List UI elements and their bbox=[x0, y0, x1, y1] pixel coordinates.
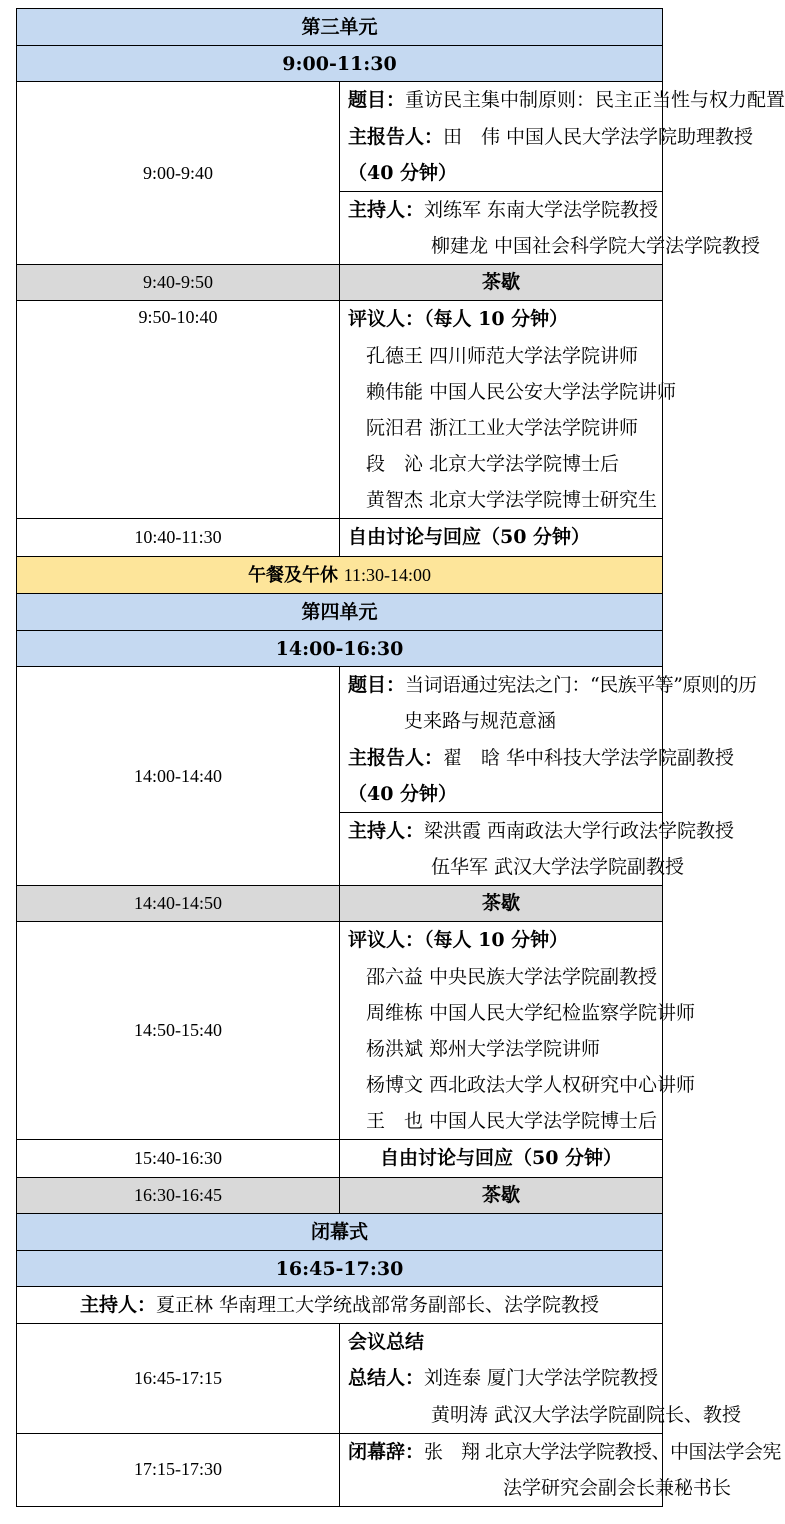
unit3-review-label: 评议人：（每人 10 分钟） bbox=[348, 308, 569, 331]
unit4-host-2: 伍华军 武汉大学法学院副教授 bbox=[431, 856, 685, 879]
unit4-header-row bbox=[17, 593, 663, 666]
schedule-document bbox=[16, 8, 785, 1507]
unit4-talk-row bbox=[17, 667, 663, 886]
unit3-review-row bbox=[17, 301, 663, 519]
unit3-break-row bbox=[17, 265, 663, 301]
closing-host-row bbox=[17, 1287, 663, 1324]
closing-summary-person-1 bbox=[340, 1360, 662, 1396]
unit3-talk-time: 9:00-9:40 bbox=[17, 82, 340, 265]
unit3-host-1 bbox=[340, 192, 662, 228]
speech-text: 张 翔 北京大学法学院教授、中国法学会宪 bbox=[424, 1440, 782, 1463]
speaker-text: 翟 晗 华中科技大学法学院副教授 bbox=[443, 746, 735, 769]
topic-label: 题目： bbox=[348, 89, 406, 112]
unit4-reviewer-3: 杨洪斌 郑州大学法学院讲师 bbox=[366, 1037, 601, 1060]
unit3-time: 9:00-11:30 bbox=[17, 45, 662, 81]
topic-text: 当词语通过宪法之门：“民族平等”原则的历 bbox=[405, 674, 757, 697]
unit3-reviewer-3: 阮汨君 浙江工业大学法学院讲师 bbox=[366, 416, 639, 439]
unit3-title: 第三单元 bbox=[301, 16, 378, 38]
unit4-reviewer-2: 周维栋 中国人民大学纪检监察学院讲师 bbox=[366, 1001, 696, 1024]
unit3-discussion-time: 10:40-11:30 bbox=[17, 519, 340, 556]
unit4-talk-time: 14:00-14:40 bbox=[17, 667, 340, 886]
host-text: 夏正林 华南理工大学统战部常务副部长、法学院教授 bbox=[155, 1294, 600, 1316]
unit3-talk-row bbox=[17, 82, 663, 265]
lunch-label: 午餐及午休 bbox=[247, 564, 338, 586]
unit4-title: 第四单元 bbox=[301, 600, 378, 623]
lunch-time: 11:30-14:00 bbox=[343, 564, 432, 585]
unit3-reviewer-4: 段 沁 北京大学法学院博士后 bbox=[366, 453, 620, 476]
unit4-review-time: 14:50-15:40 bbox=[17, 922, 340, 1140]
unit4-break-time: 14:40-14:50 bbox=[17, 886, 340, 922]
unit4-topic-cont: 史来路与规范意涵 bbox=[404, 710, 557, 733]
closing-header-row bbox=[17, 1213, 663, 1286]
speech-label: 闭幕辞： bbox=[348, 1440, 425, 1463]
host-label: 主持人： bbox=[348, 198, 425, 221]
unit4-topic bbox=[340, 667, 757, 703]
unit3-break-label: 茶歇 bbox=[481, 271, 520, 294]
unit4-discussion-time: 15:40-16:30 bbox=[17, 1140, 340, 1177]
unit4-host-block bbox=[340, 812, 735, 885]
speaker-text: 田 伟 中国人民大学法学院助理教授 bbox=[443, 125, 754, 148]
unit4-discussion-label: 自由讨论与回应（50 分钟） bbox=[379, 1147, 623, 1170]
unit4-break2-row bbox=[17, 1177, 663, 1213]
closing-title: 闭幕式 bbox=[310, 1220, 368, 1243]
closing-summary-time: 16:45-17:15 bbox=[17, 1324, 340, 1434]
unit4-discussion-row bbox=[17, 1140, 663, 1177]
unit3-host-block bbox=[340, 191, 761, 264]
unit4-break2-label: 茶歇 bbox=[481, 1183, 520, 1206]
schedule-table bbox=[16, 8, 785, 1507]
unit3-speaker bbox=[340, 119, 754, 155]
speaker-label: 主报告人： bbox=[348, 746, 444, 769]
summary-person-text: 刘连泰 厦门大学法学院教授 bbox=[424, 1367, 659, 1390]
speaker-label: 主报告人： bbox=[348, 125, 444, 148]
unit3-reviewer-1: 孔德王 四川师范大学法学院讲师 bbox=[366, 344, 639, 367]
unit4-reviewer-1: 邵六益 中央民族大学法学院副教授 bbox=[366, 965, 658, 988]
host-text: 梁洪霞 西南政法大学行政法学院教授 bbox=[424, 819, 735, 842]
unit3-reviewer-5: 黄智杰 北京大学法学院博士研究生 bbox=[366, 489, 658, 512]
unit4-break2-time: 16:30-16:45 bbox=[17, 1177, 340, 1213]
host-label: 主持人： bbox=[348, 819, 425, 842]
unit4-time: 14:00-16:30 bbox=[17, 630, 662, 666]
unit4-break-row bbox=[17, 886, 663, 922]
host-text: 刘练军 东南大学法学院教授 bbox=[424, 198, 659, 221]
closing-time: 16:45-17:30 bbox=[17, 1250, 662, 1286]
unit3-break-time: 9:40-9:50 bbox=[17, 265, 340, 301]
closing-host bbox=[17, 1287, 662, 1323]
topic-text: 重访民主集中制原则：民主正当性与权力配置 bbox=[405, 89, 785, 112]
closing-summary-row bbox=[17, 1324, 663, 1434]
unit4-review-label: 评议人：（每人 10 分钟） bbox=[348, 929, 569, 952]
unit3-review-time: 9:50-10:40 bbox=[17, 301, 340, 519]
unit4-reviewer-4: 杨博文 西北政法大学人权研究中心讲师 bbox=[366, 1074, 696, 1097]
topic-label: 题目： bbox=[348, 674, 406, 697]
closing-summary-title: 会议总结 bbox=[348, 1331, 425, 1354]
unit4-host-1 bbox=[340, 813, 735, 849]
host-label: 主持人： bbox=[79, 1294, 156, 1316]
unit4-duration: （40 分钟） bbox=[348, 782, 458, 805]
unit4-speaker bbox=[340, 740, 735, 776]
unit3-reviewer-2: 赖伟能 中国人民公安大学法学院讲师 bbox=[366, 380, 677, 403]
closing-speech-line1 bbox=[340, 1434, 782, 1470]
summary-label: 总结人： bbox=[348, 1367, 425, 1390]
closing-speech-time: 17:15-17:30 bbox=[17, 1433, 340, 1506]
unit4-break-label: 茶歇 bbox=[481, 892, 520, 915]
lunch-line bbox=[17, 557, 662, 593]
unit3-topic bbox=[340, 82, 785, 118]
unit3-header-row bbox=[17, 9, 663, 82]
unit3-duration: （40 分钟） bbox=[348, 161, 458, 184]
closing-speech-line2: 法学研究会副会长兼秘书长 bbox=[503, 1476, 732, 1499]
lunch-row bbox=[17, 556, 663, 593]
unit3-host-2: 柳建龙 中国社会科学院大学法学院教授 bbox=[431, 235, 761, 258]
closing-speech-row bbox=[17, 1433, 663, 1506]
unit4-review-row bbox=[17, 922, 663, 1140]
unit3-discussion-label: 自由讨论与回应（50 分钟） bbox=[348, 526, 591, 549]
unit3-discussion-row bbox=[17, 519, 663, 556]
closing-summary-person-2: 黄明涛 武汉大学法学院副院长、教授 bbox=[431, 1403, 742, 1426]
unit4-reviewer-5: 王 也 中国人民大学法学院博士后 bbox=[366, 1110, 658, 1133]
